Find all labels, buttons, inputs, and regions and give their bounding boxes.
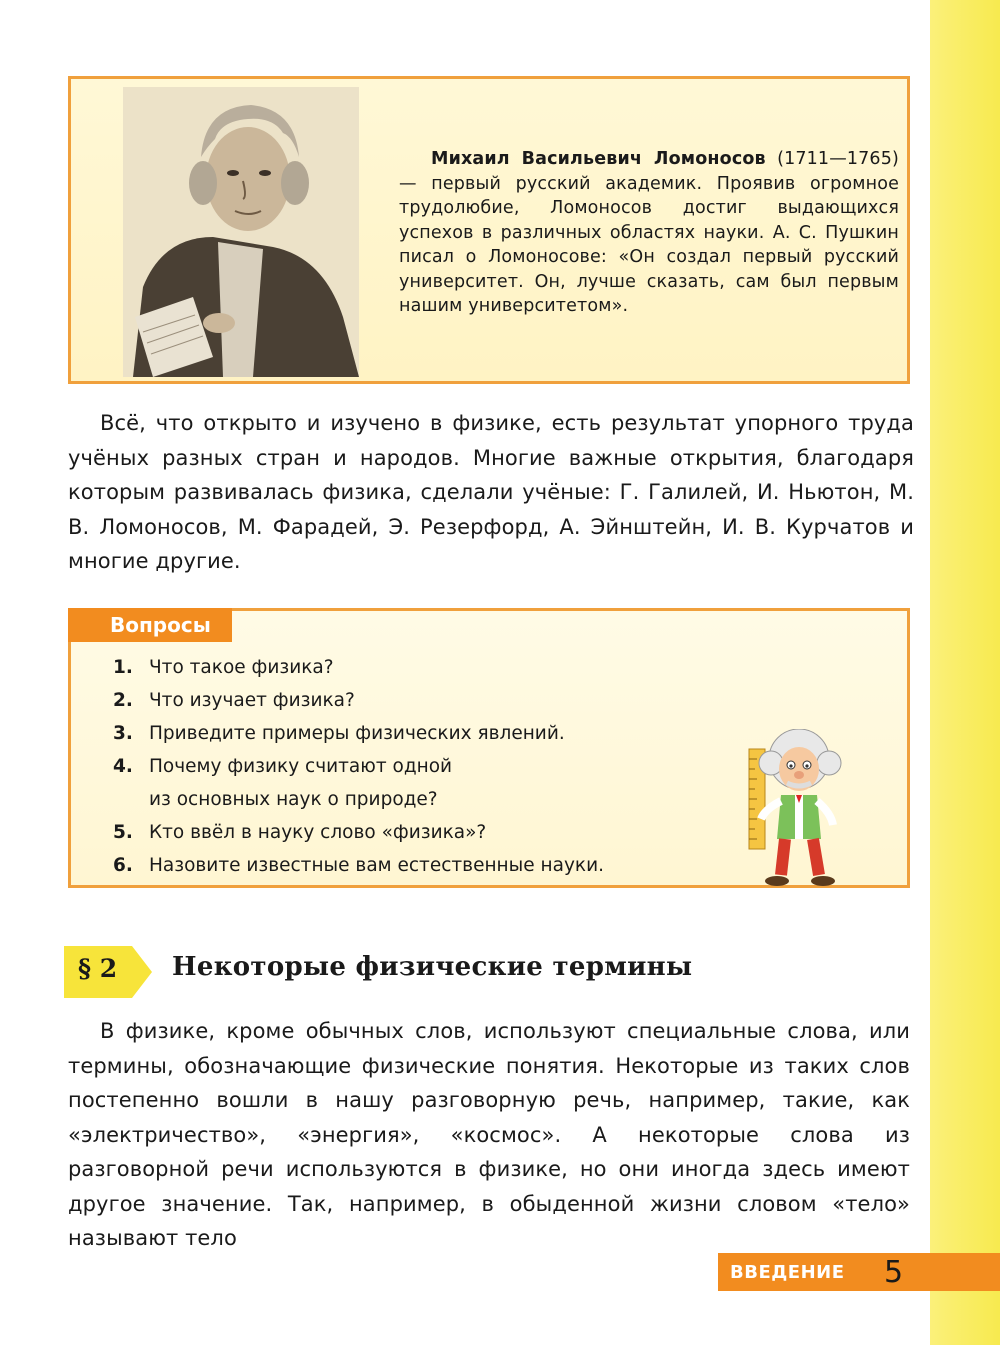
- paragraph-terms-text: В физике, кроме обычных слов, используют специальные слова, или термины, обозначающие физические понятия. Некоторые из таких слов постепенно вошли в нашу разговорную речь, например, такие, как «электричество», «энергия», «космос». А некоторые слова из разговорной речи используются в физике, но они иногда здесь имеют другое значение. Так, например, в обыденной жизни словом «тело» называют тело: [68, 1019, 910, 1250]
- paragraph-scientists-text: Всё, что открыто и изучено в физике, есть результат упорного труда учёных разных стран и народов. Многие важные открытия, благодаря которым развивалась физика, сделали учёные: Г. Галилей, И. Ньютон, М. В. Ломоносов, М. Фарадей, Э. Резерфорд, А. Эйнштейн, И. В. Курчатов и многие другие.: [68, 411, 914, 573]
- question-number: 3.: [113, 723, 133, 744]
- professor-mascot-icon: [741, 729, 861, 889]
- section-title: Некоторые физические термины: [172, 952, 693, 982]
- biography-years: (1711—1765) —: [399, 149, 899, 194]
- question-number: 5.: [113, 822, 133, 843]
- portrait-illustration: [123, 87, 359, 377]
- question-number: 6.: [113, 855, 133, 876]
- page-edge-strip: [930, 0, 1000, 1345]
- question-item: [113, 684, 749, 717]
- biography-text: [399, 147, 899, 319]
- biography-body: первый русский академик. Проявив огромное трудолюбие, Ломоносов достиг выдающихся успехов в различных областях науки. А. С. Пушкин писал о Ломоносове: «Он создал первый русский университет. Он, лучше сказать, сам был первым нашим университетом».: [399, 173, 899, 316]
- biography-box: [68, 76, 910, 384]
- lomonosov-portrait: [123, 87, 359, 377]
- question-item: [113, 651, 749, 684]
- footer-section-label: ВВЕДЕНИЕ: [730, 1262, 845, 1283]
- question-item: [113, 816, 749, 849]
- question-item: [113, 849, 749, 882]
- question-number: 2.: [113, 690, 133, 711]
- questions-box: [68, 608, 910, 888]
- paragraph-scientists: [68, 406, 914, 579]
- question-text: Кто ввёл в науку слово «физика»?: [149, 822, 487, 843]
- biography-name: Михаил Васильевич Ломоносов: [431, 149, 766, 169]
- question-text: Что изучает физика?: [149, 690, 355, 711]
- question-item: [113, 750, 749, 816]
- question-item: [113, 717, 749, 750]
- question-text: Почему физику считают одной: [149, 756, 453, 777]
- page-number: 5: [884, 1255, 904, 1290]
- paragraph-terms: [68, 1014, 910, 1256]
- question-number: 4.: [113, 756, 133, 777]
- questions-title: Вопросы: [68, 608, 232, 642]
- question-number: 1.: [113, 657, 133, 678]
- question-text: Что такое физика?: [149, 657, 334, 678]
- question-text: Приведите примеры физических явлений.: [149, 723, 565, 744]
- question-text-continued: из основных наук о природе?: [149, 789, 438, 810]
- questions-list: [113, 651, 749, 882]
- question-text: Назовите известные вам естественные науки.: [149, 855, 604, 876]
- section-number: § 2: [78, 954, 118, 983]
